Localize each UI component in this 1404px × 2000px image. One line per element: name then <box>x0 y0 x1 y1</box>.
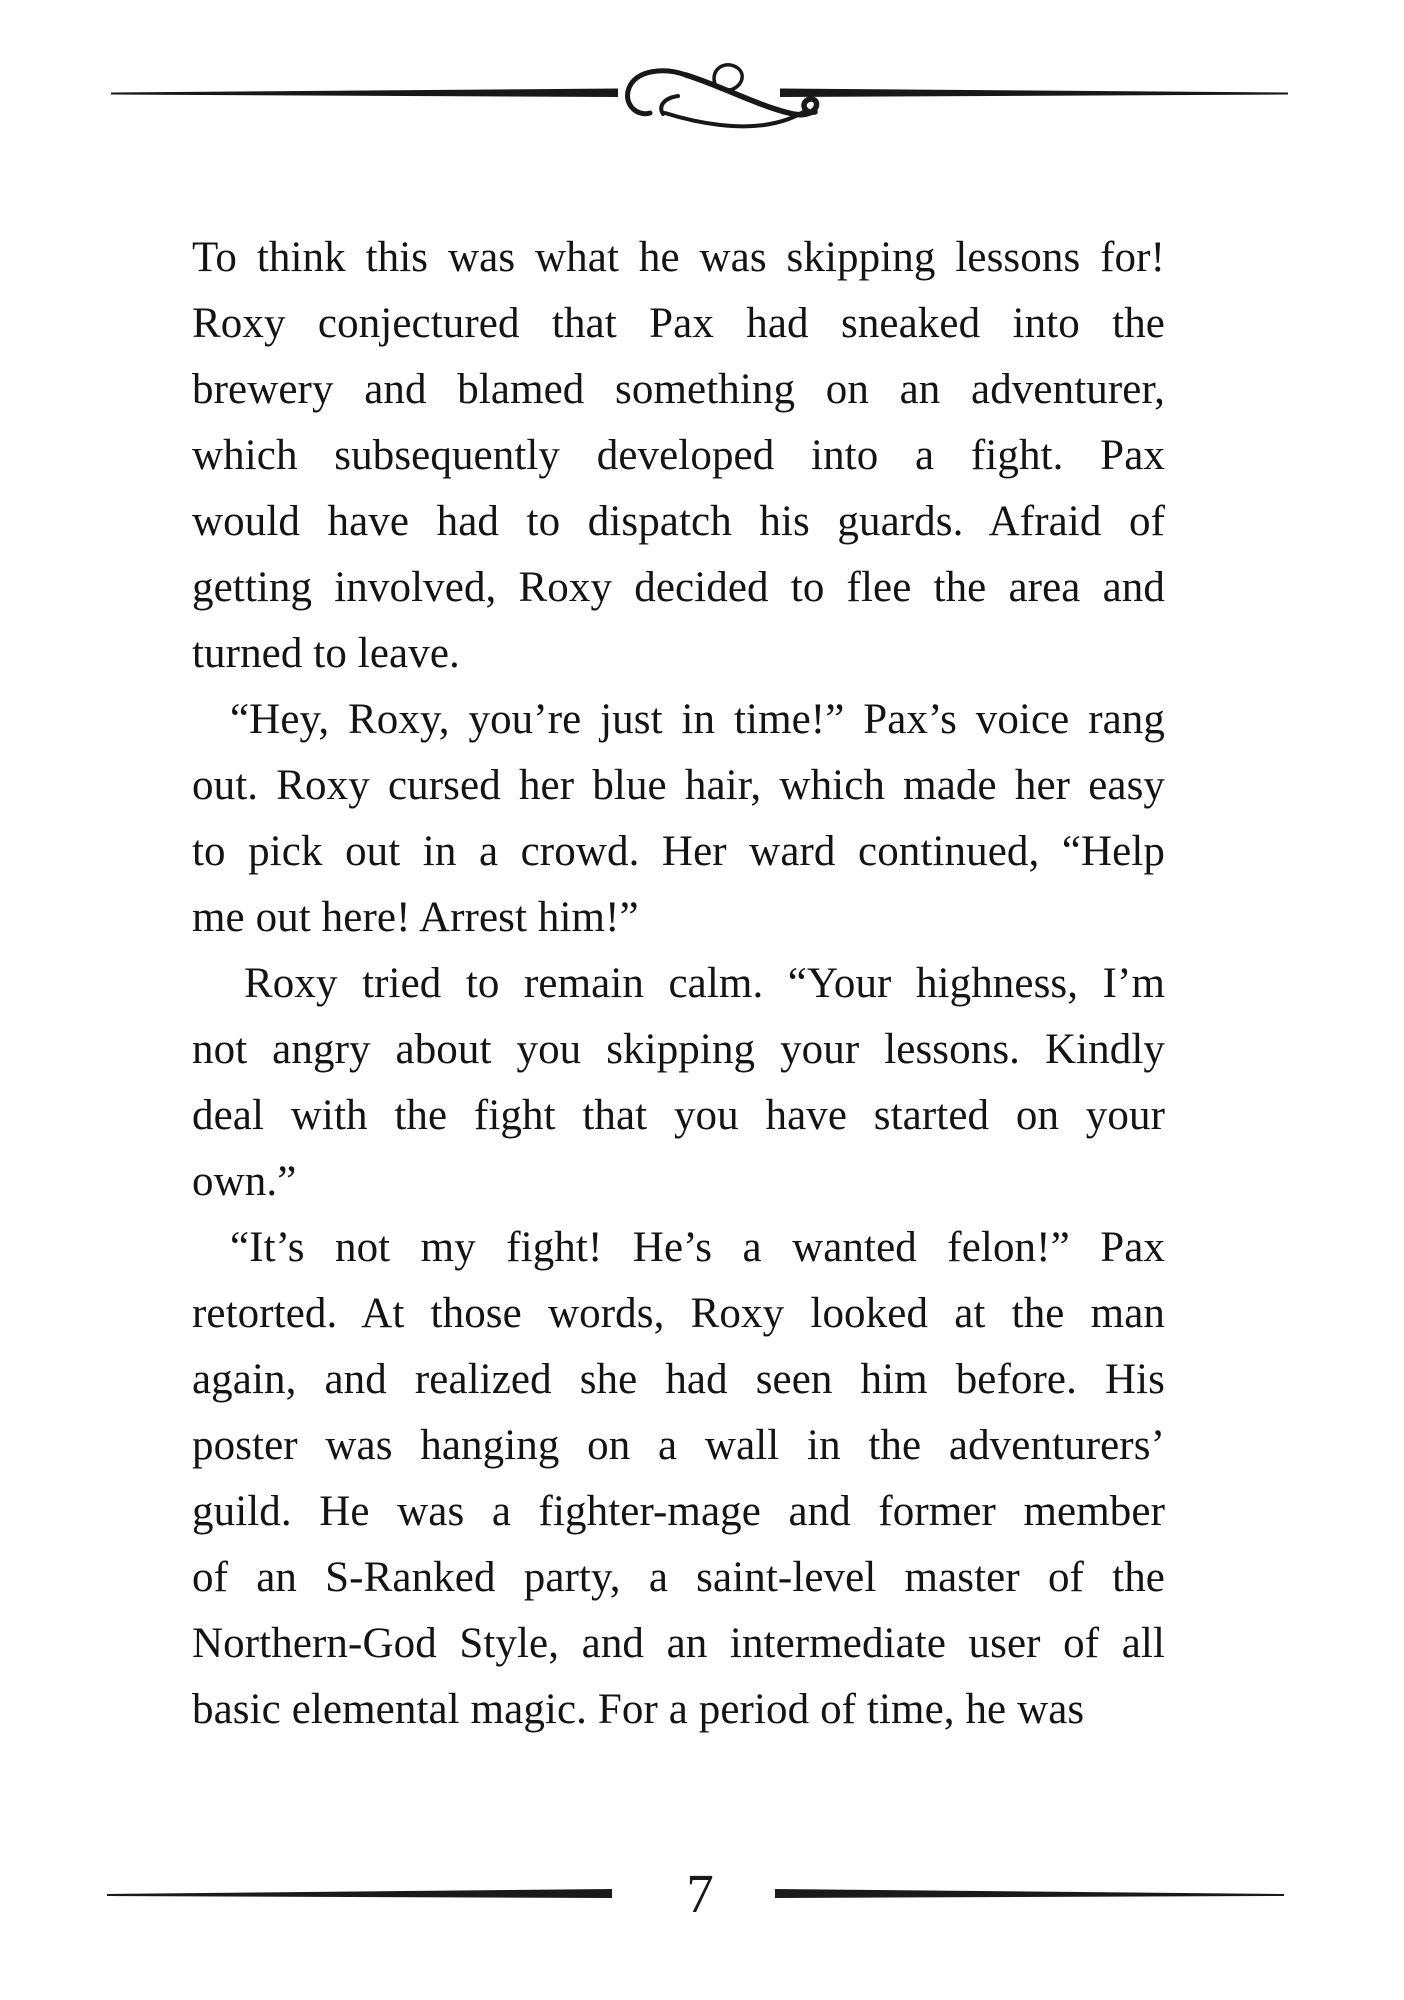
paragraph <box>192 1215 1165 1743</box>
text-line: Roxy conjectured that Pax had sneaked into the <box>192 300 1165 347</box>
text-line: basic elemental magic. For a period of time, he was <box>192 1686 1085 1733</box>
footer-rule-left <box>107 1889 612 1898</box>
text-line: getting involved, Roxy decided to flee the area and <box>192 564 1165 611</box>
text-line: me out here! Arrest him!” <box>192 894 639 941</box>
header-divider <box>0 0 1404 170</box>
text-line: out. Roxy cursed her blue hair, which made her easy <box>192 762 1165 809</box>
text-line: Northern-God Style, and an intermediate user of all <box>192 1620 1165 1667</box>
paragraph <box>192 225 1165 687</box>
page-text <box>192 225 1165 1743</box>
text-line: retorted. At those words, Roxy looked at the man <box>192 1290 1165 1337</box>
text-line: guild. He was a fighter-mage and former member <box>192 1488 1165 1535</box>
header-rule-right <box>780 89 1288 98</box>
paragraph <box>192 951 1165 1215</box>
text-line: of an S-Ranked party, a saint-level master of the <box>192 1554 1165 1601</box>
text-line: again, and realized she had seen him before. His <box>192 1356 1165 1403</box>
text-line: own.” <box>192 1158 297 1205</box>
text-line: poster was hanging on a wall in the adventurers’ <box>192 1422 1165 1469</box>
text-line: to pick out in a crowd. Her ward continued, “Help <box>192 828 1165 875</box>
text-line: which subsequently developed into a fight. Pax <box>192 432 1165 479</box>
text-line: would have had to dispatch his guards. Afraid of <box>192 498 1165 545</box>
text-line: brewery and blamed something on an adventurer, <box>192 366 1165 413</box>
text-line: Roxy tried to remain calm. “Your highness, I’m <box>244 960 1165 1007</box>
page-number: 7 <box>686 1863 714 1924</box>
footer-rule-right <box>775 1889 1284 1898</box>
text-line: “It’s not my fight! He’s a wanted felon!” Pax <box>230 1224 1165 1271</box>
text-line: turned to leave. <box>192 630 460 677</box>
paragraph <box>192 687 1165 951</box>
header-rule-left <box>111 89 618 98</box>
text-line: To think this was what he was skipping lessons for! <box>192 234 1165 281</box>
text-line: not angry about you skipping your lessons. Kindly <box>192 1026 1165 1073</box>
text-line: deal with the fight that you have started on your <box>192 1092 1165 1139</box>
text-line: “Hey, Roxy, you’re just in time!” Pax’s voice rang <box>230 696 1165 743</box>
